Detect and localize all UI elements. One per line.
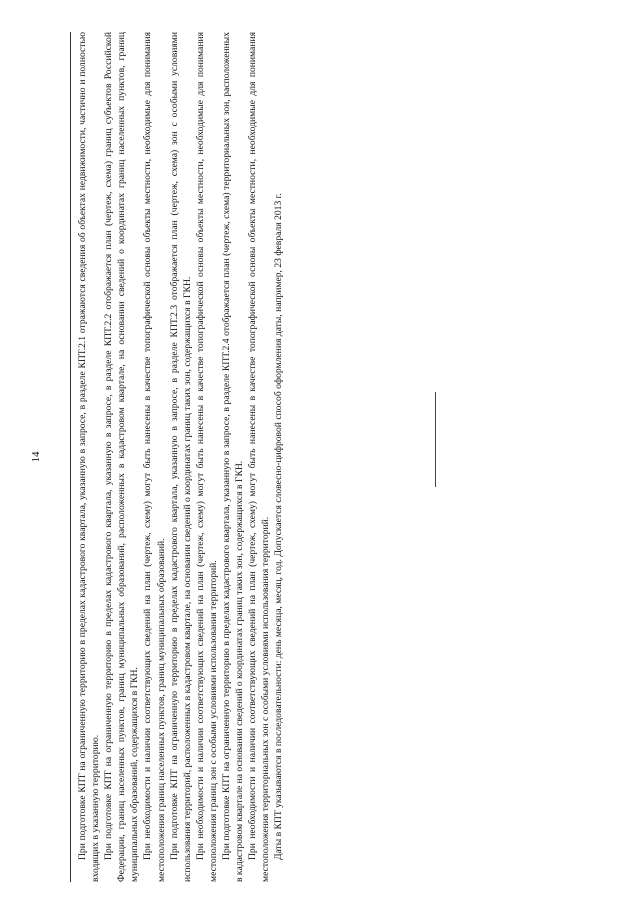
- paragraph-5: При необходимости и наличии соответствующих сведений на план (чертеж, схему) могут быть нанесены в качестве топографической основы объекты местности, необходимые для понимания местоположения границ зон с особыми условиями использования территорий.: [194, 32, 219, 882]
- paragraph-1: При подготовке КПТ на ограниченную территорию в пределах кадастрового квартала, указанную в запросе, в разделе КПТ.2.1 отражаются сведения об объектах недвижимости, частично и полностью входящих в указанную территорию.: [77, 32, 102, 882]
- paragraph-2: При подготовке КПТ на ограниченную территорию в пределах кадастрового квартала, указанную в запросе, в разделе КПТ.2.2 отображается план (чертеж, схема) границ субъектов Российской Федерации, границ населенных пунктов, границ муниципальных образований, расположенных в кадастровом квартале, на основании сведений о координатах границ населенных пунктов, границ муниципальных образований, содержащихся в ГКН.: [103, 32, 141, 882]
- end-divider: [435, 392, 436, 487]
- paragraph-6: При подготовке КПТ на ограниченную территорию в пределах кадастрового квартала, указанную в запросе, в разделе КПТ.2.4 отображается план (чертеж, схема) территориальных зон, расположенных в кадастровом квартале на основании сведений о координатах границ таких зон, содержащихся в ГКН.: [221, 32, 246, 882]
- page-number: 14: [30, 451, 42, 463]
- paragraph-7: При необходимости и наличии соответствующих сведений на план (чертеж, схему) могут быть нанесены в качестве топографической основы объекты местности, необходимые для понимания местоположения территориальных зон с особыми условиями использования территорий.: [247, 32, 272, 882]
- paragraph-4: При подготовке КПТ на ограниченную территорию в пределах кадастрового квартала, указанную в запросе, в разделе КПТ.2.3 отображается план (чертеж, схема) зон с особыми условиями использования территорий, расположенных в кадастровом квартале, на основании сведений о координатах границ таких зон, содержащихся в ГКН.: [168, 32, 193, 882]
- paragraph-8: Даты в КПТ указываются в последовательности: день месяца, месяц, год. Допускается словесно-цифровой способ оформления даты, например, 23 февраля 2013 г.: [273, 193, 285, 860]
- document-body: [76, 32, 286, 882]
- rotated-page: [30, 32, 370, 882]
- paragraph-3: При необходимости и наличии соответствующих сведений на план (чертеж, схему) могут быть нанесены в качестве топографической основы объекты местности, необходимые для понимания местоположения границ населенных пунктов, границ муниципальных образований.: [142, 32, 167, 882]
- top-divider: [70, 32, 71, 882]
